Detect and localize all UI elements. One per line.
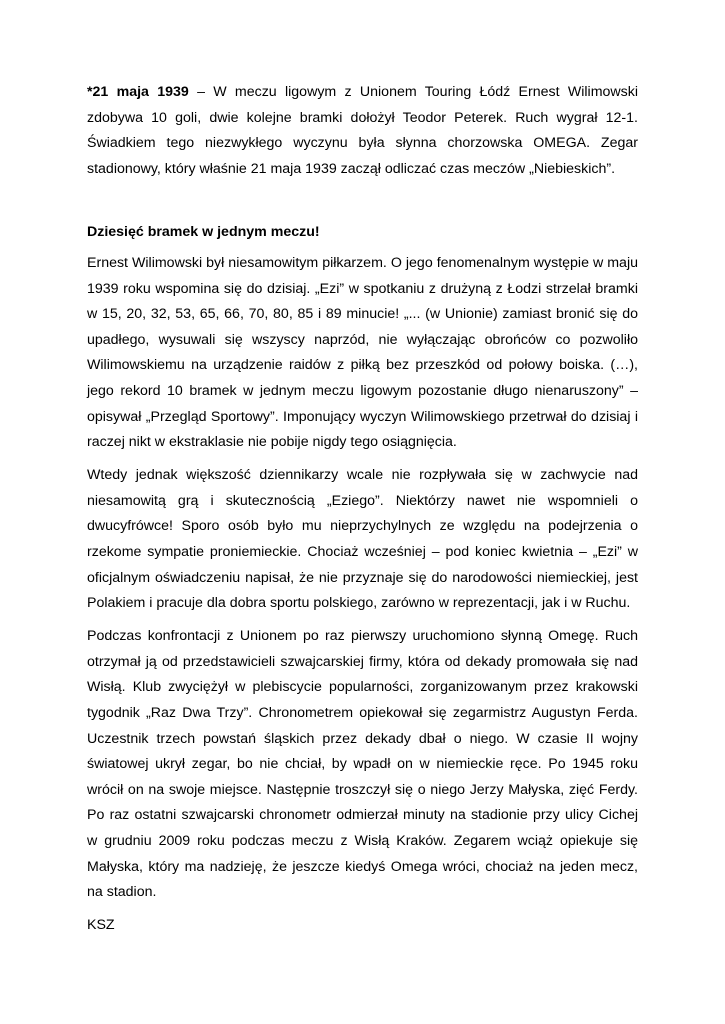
author-signature: KSZ [87, 917, 115, 934]
article-paragraph-3: Podczas konfrontacji z Unionem po raz pierwszy uruchomiono słynną Omegę. Ruch otrzymał ją od przedstawicieli szwajcarskiej firmy, która od dekady promowała się nad Wisłą. Klub zwyciężył w plebiscycie popularności, zorganizowanym przez krakowski tygodnik „Raz Dwa Trzy”. Chronometrem opiekował się zegarmistrz Augustyn Ferda. Uczestnik trzech powstań śląskich przez dekady dbał o niego. W czasie II wojny światowej ukrył zegar, bo nie chciał, by wpadł on w niemieckie ręce. Po 1945 roku wrócił on na swoje miejsce. Następnie troszczył się o niego Jerzy Małyska, zięć Ferdy. Po raz ostatni szwajcarski chronometr odmierzał minuty na stadionie przy ulicy Cichej w grudniu 2009 roku podczas meczu z Wisłą Kraków. Zegarem wciąż opiekuje się Małyska, który ma nadzieję, że jeszcze kiedyś Omega wróci, chociaż na jeden mecz, na stadion. [87, 628, 638, 901]
article-paragraph-1: Ernest Wilimowski był niesamowitym piłkarzem. O jego fenomenalnym występie w maju 1939 roku wspomina się do dzisiaj. „Ezi” w spotkaniu z drużyną z Łodzi strzelał bramki w 15, 20, 32, 53, 65, 66, 70, 80, 85 i 89 minucie! „... (w Unionie) zamiast bronić się do upadłego, wysuwali się wszyscy naprzód, nie wyłączając obrońców co pozwoliło Wilimowskiemu na urządzenie raidów z piłką bez przeszkód od połowy boiska. (…), jego rekord 10 bramek w jednym meczu ligowym pozostanie długo nienaruszony” – opisywał „Przegląd Sportowy”. Imponujący wyczyn Wilimowskiego przetrwał do dzisiaj i raczej nikt w ekstraklasie nie pobije nigdy tego osiągnięcia. [87, 254, 638, 451]
document-page [87, 80, 638, 939]
intro-paragraph [87, 80, 638, 182]
intro-date: *21 maja 1939 [87, 84, 189, 100]
article-paragraph-2: Wtedy jednak większość dziennikarzy wcale nie rozpływała się w zachwycie nad niesamowitą grą i skutecznością „Eziego”. Niektórzy nawet nie wspomnieli o dwucyfrówce! Sporo osób było mu nieprzychylnych ze względu na podejrzenia o rzekome sympatie proniemieckie. Chociaż wcześniej – pod koniec kwietnia – „Ezi” w oficjalnym oświadczeniu napisał, że nie przyznaje się do narodowości niemieckiej, jest Polakiem i pracuje dla dobra sportu polskiego, zarówno w reprezentacji, jak i w Ruchu. [87, 467, 638, 612]
article-heading: Dziesięć bramek w jednym meczu! [87, 224, 320, 241]
intro-text: – W meczu ligowym z Unionem Touring Łódź Ernest Wilimowski zdobywa 10 goli, dwie kolejne bramki dołożył Teodor Peterek. Ruch wygrał 12-1. Świadkiem tego niezwykłego wyczynu była słynna chorzowska OMEGA. Zegar stadionowy, który właśnie 21 maja 1939 zaczął odliczać czas meczów „Niebieskich”. [87, 84, 638, 177]
